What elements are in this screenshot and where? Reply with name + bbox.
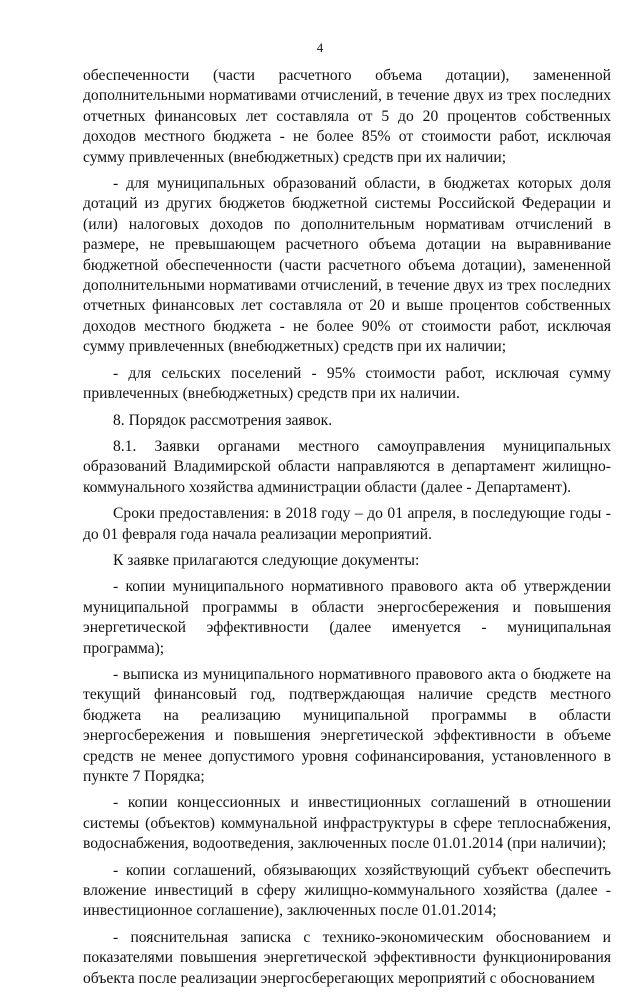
paragraph-list-item: - для муниципальных образований области, в бюджетах которых доля дотаций из других бюджетов бюджетной системы Российской Федерации и (или) налоговых доходов по дополнительным нормативам отчислений в размере, не превышающем расчетного объема дотации на выравнивание бюджетной обеспеченности (части расчетного объема дотации), замененной дополнительными нормативами отчислений, в течение двух из трех последних отчетных финансовых лет составляла от 20 и выше процентов собственных доходов местного бюджета - не более 90% от стоимости работ, исключая сумму привлеченных (внебюджетных) средств при их наличии;	[83, 175, 611, 356]
section-heading: 8. Порядок рассмотрения заявок.	[113, 411, 333, 429]
paragraph: К заявке прилагаются следующие документы:	[113, 551, 420, 569]
paragraph-list-item: - для сельских поселений - 95% стоимости работ, исключая сумму привлеченных (внебюджетных) средств при их наличии.	[83, 364, 611, 403]
paragraph-list-item: - выписка из муниципального нормативного правового акта о бюджете на текущий финансовый год, подтверждающая наличие средств местного бюджета на реализацию муниципальной программы в области энергосбережения и повышения энергетической эффективности в объеме средств не менее допустимого уровня софинансирования, установленного в пункте 7 Порядка;	[83, 665, 611, 785]
paragraph: 8.1. Заявки органами местного самоуправления муниципальных образований Владимирской области направляются в департамент жилищно-коммунального хозяйства администрации области (далее - Департамент).	[83, 437, 611, 496]
page-number: 4	[316, 40, 324, 55]
paragraph-continuation: обеспеченности (части расчетного объема дотации), замененной дополнительными нормативами отчислений, в течение двух из трех последних отчетных финансовых лет составляла от 5 до 20 процентов собственных доходов местного бюджета - не более 85% от стоимости работ, исключая сумму привлеченных (внебюджетных) средств при их наличии;	[83, 67, 611, 166]
document-body	[83, 66, 611, 995]
paragraph-list-item: - копии концессионных и инвестиционных соглашений в отношении системы (объектов) коммунальной инфраструктуры в сфере теплоснабжения, водоснабжения, водоотведения, заключенных после 01.01.2014 (при наличии);	[83, 794, 611, 853]
paragraph-list-item: - копии соглашений, обязывающих хозяйствующий субъект обеспечить вложение инвестиций в сферу жилищно-коммунального хозяйства (далее - инвестиционное соглашение), заключенных после 01.01.2014;	[83, 861, 611, 920]
paragraph: Сроки предоставления: в 2018 году – до 01 апреля, в последующие годы - до 01 февраля года начала реализации мероприятий.	[83, 505, 611, 543]
paragraph-list-item: - копии муниципального нормативного правового акта об утверждении муниципальной программы в области энергосбережения и повышения энергетической эффективности (далее именуется - муниципальная программа);	[83, 578, 611, 657]
paragraph-list-item: - пояснительная записка с технико-экономическим обоснованием и показателями повышения энергетической эффективности функционирования объекта после реализации энергосберегающих мероприятий с обоснованием	[83, 928, 611, 987]
